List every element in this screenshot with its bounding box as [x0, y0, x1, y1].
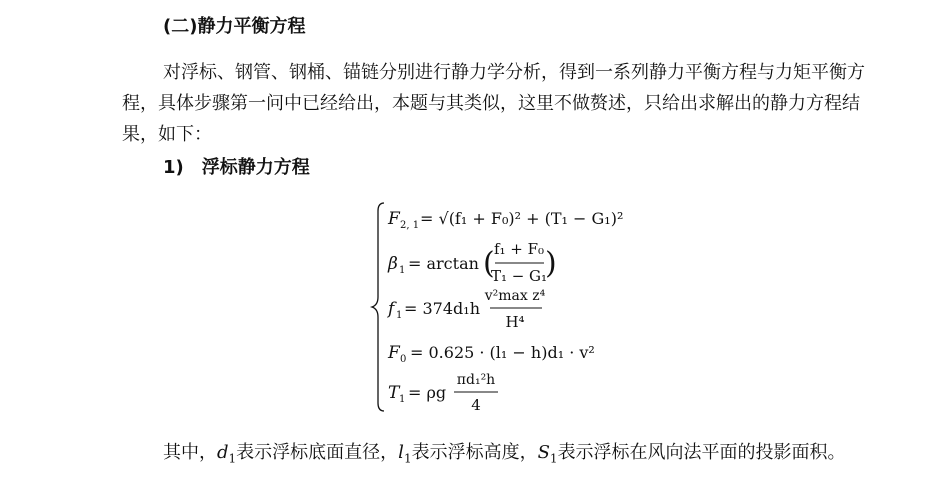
equation-system-svg: [368, 197, 668, 417]
var-l1: $l_1$: [398, 442, 412, 466]
equation-t1: [388, 372, 498, 414]
eq1-rhs: = √(f₁ + F₀)² + (T₁ − G₁)²: [420, 209, 624, 228]
section-heading: (二)静力平衡方程: [163, 16, 306, 37]
equation-f0: [387, 343, 595, 365]
eq4-rhs: = 0.625 · (l₁ − h)d₁ · v²: [410, 343, 595, 362]
eq3-lhs-sub: 1: [396, 310, 403, 321]
eq4-lhs: F: [388, 343, 400, 363]
subsection-title: 浮标静力方程: [201, 157, 310, 178]
s1-description: 表示浮标在风向法平面的投影面积。: [557, 442, 846, 463]
eq5-lhs: T: [388, 383, 400, 403]
eq1-lhs: F: [388, 209, 400, 229]
eq3-lhs: f: [388, 299, 395, 319]
l1-description: 表示浮标高度，: [411, 442, 538, 463]
eq2-paren-right: ): [545, 246, 557, 281]
eq3-numerator: v²max z⁴: [484, 288, 546, 304]
eq2-denominator: T₁ − G₁: [490, 267, 548, 285]
intro-paragraph: 对浮标、钢管、钢桶、锚链分别进行静力学分析，得到一系列静力平衡方程与力矩平衡方程，具体步骤第一问中已经给出，本题与其类似，这里不做赘述，只给出求解出的静力方程结果，如下：: [122, 62, 865, 145]
closing-prefix: 其中，: [163, 442, 217, 463]
eq2-func: = arctan: [408, 254, 479, 273]
eq3-denominator: H⁴: [505, 313, 525, 331]
var-s1: $S_1$: [537, 442, 558, 466]
eq1-lhs-sub: 2, 1: [400, 220, 420, 231]
eq2-lhs: β: [388, 254, 398, 274]
eq5-numerator: πd₁²h: [456, 372, 496, 388]
equation-f21: [387, 209, 623, 231]
eq5-lhs-sub: 1: [399, 394, 406, 405]
eq3-coef: = 374d₁h: [404, 299, 480, 318]
equation-beta1: [387, 240, 557, 285]
closing-paragraph: [122, 437, 867, 475]
eq4-lhs-sub: 0: [400, 354, 407, 365]
d1-description: 表示浮标底面直径，: [236, 442, 399, 463]
subsection-number: 1): [163, 157, 184, 178]
eq2-paren-left: (: [483, 246, 495, 281]
var-d1: $d_1$: [217, 442, 237, 466]
left-brace: [372, 203, 384, 411]
eq5-denominator: 4: [471, 396, 481, 414]
eq2-numerator: f₁ + F₀: [493, 240, 545, 258]
eq5-coef: = ρg: [408, 383, 447, 402]
eq2-lhs-sub: 1: [399, 265, 406, 276]
equation-system: [368, 197, 668, 417]
subsection-heading: [163, 153, 310, 179]
equation-f1: [386, 288, 546, 331]
